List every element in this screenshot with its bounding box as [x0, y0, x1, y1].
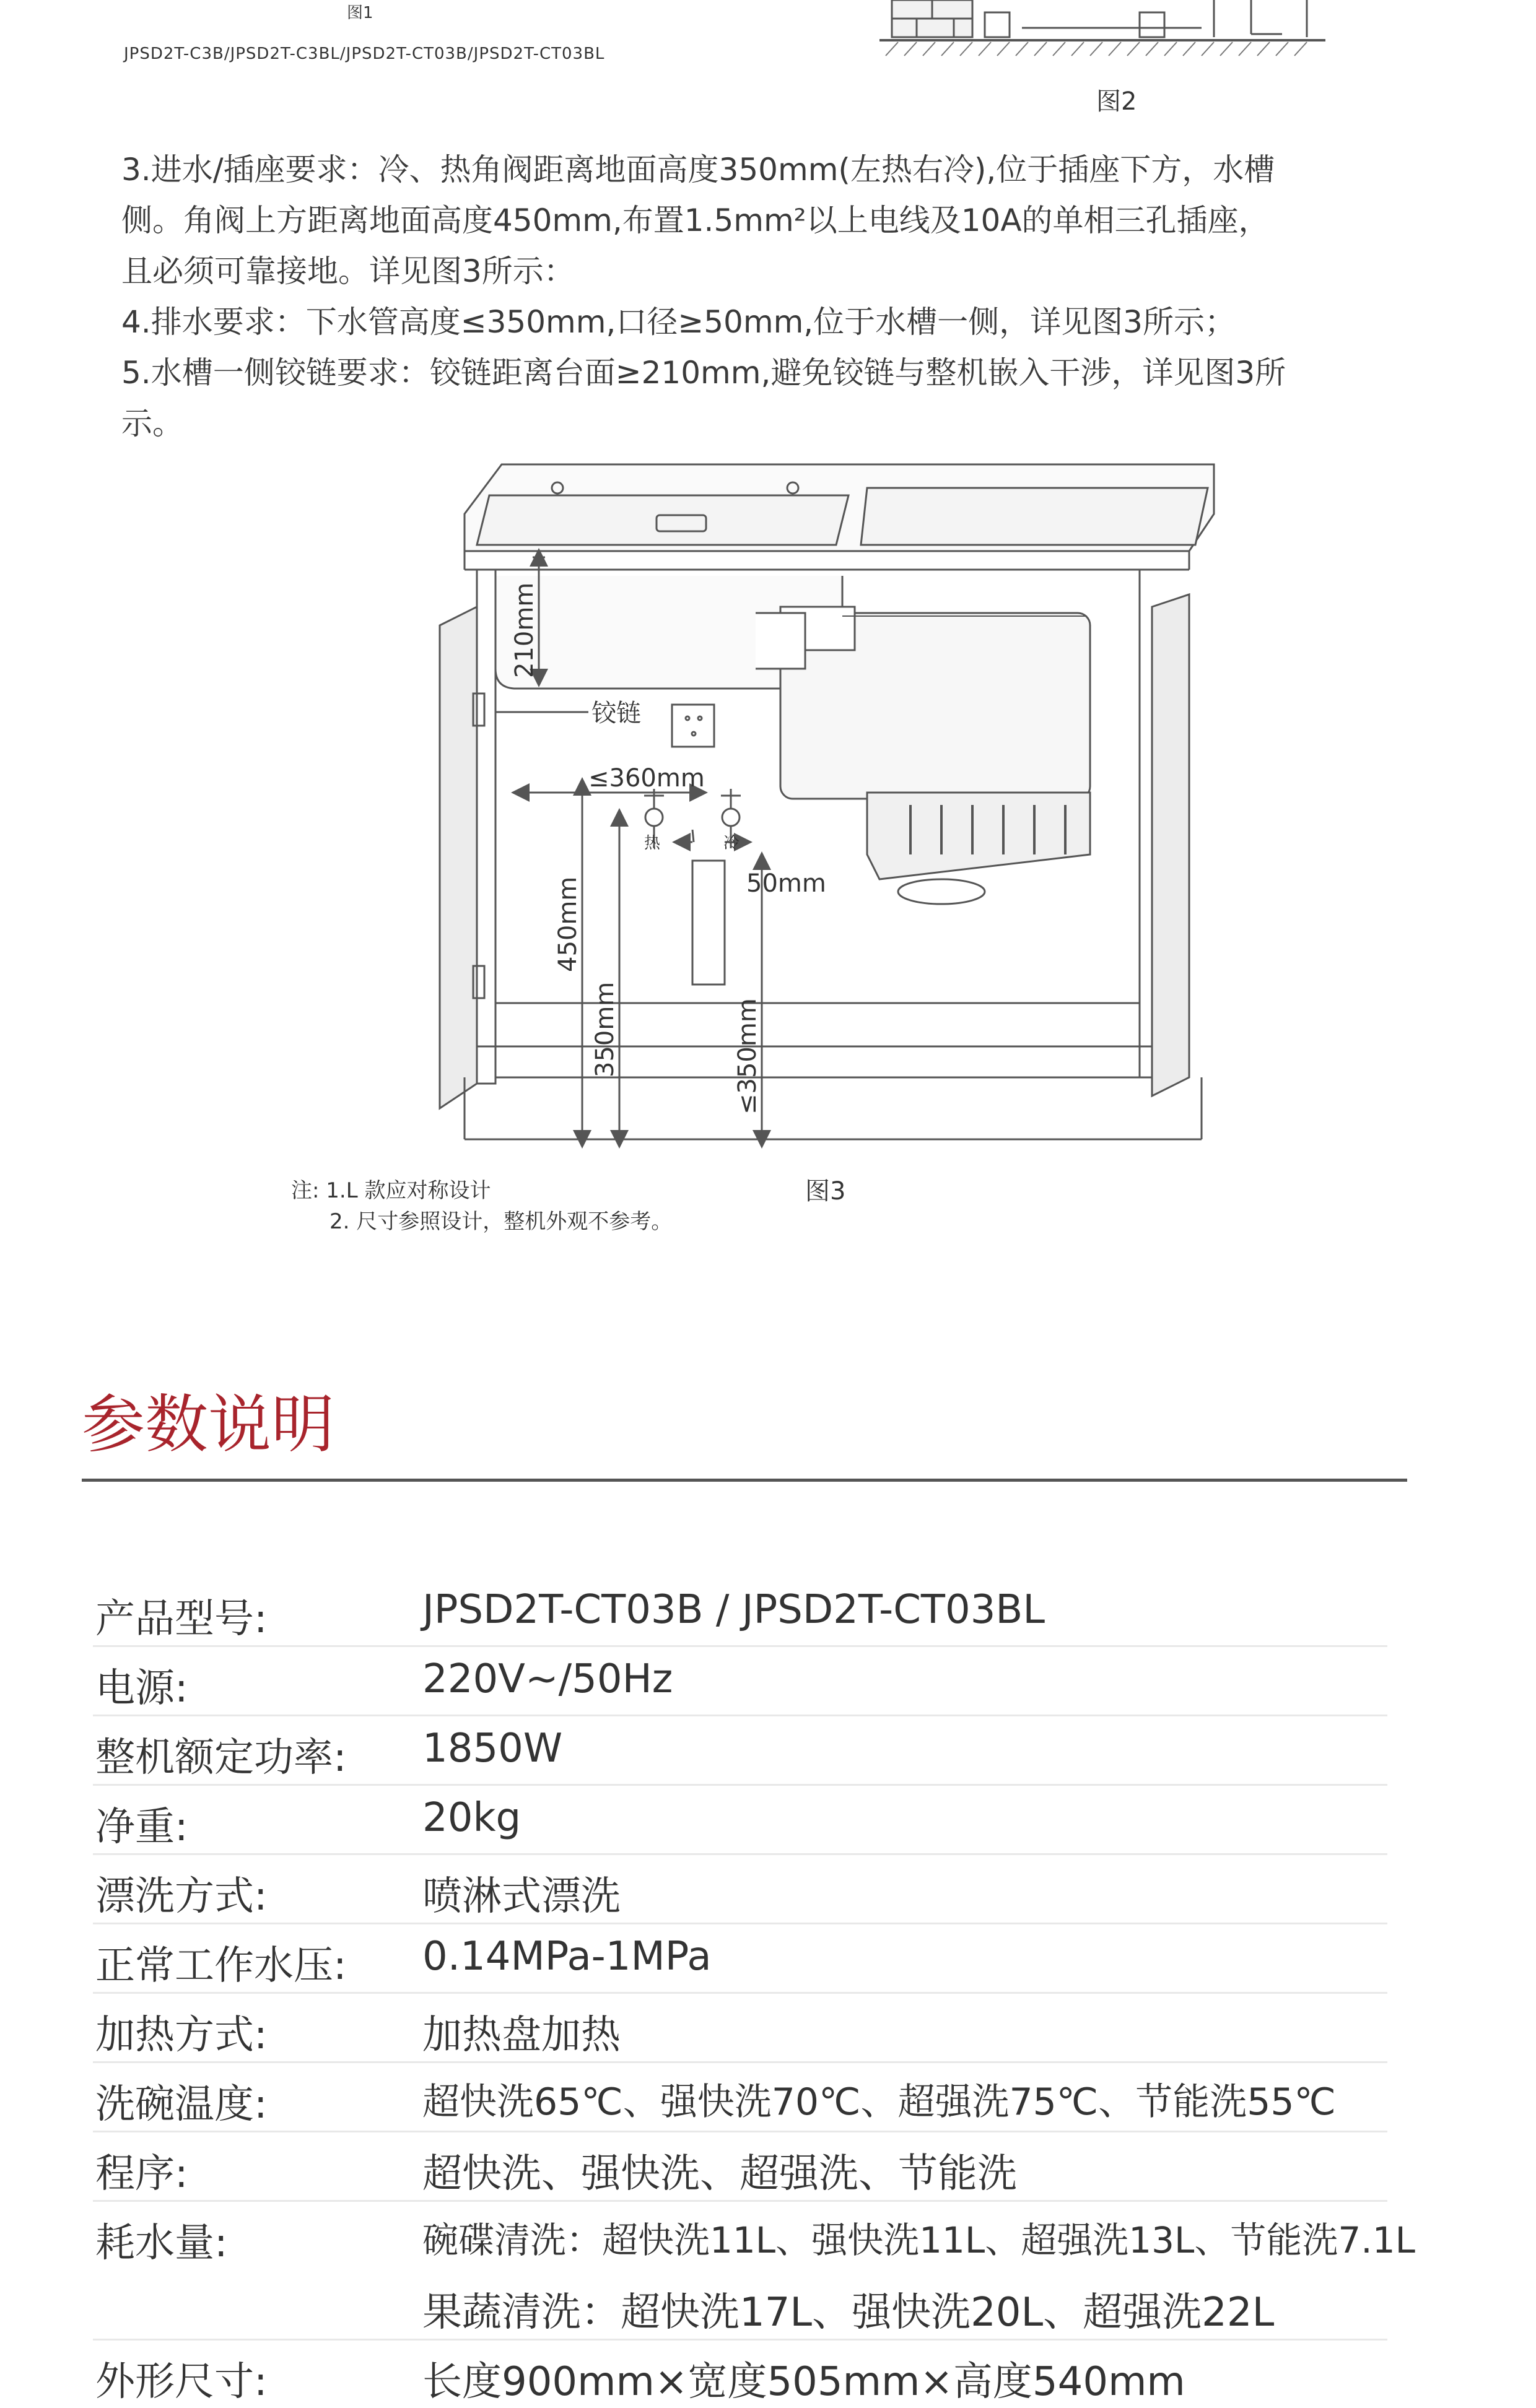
spec-label: 外形尺寸: — [95, 2359, 268, 2405]
spec-value: 果蔬清洗：超快洗17L、强快洗20L、超强洗22L — [422, 2290, 1275, 2336]
dim-450-label: 450mm — [554, 876, 582, 972]
dim-210-label: 210mm — [510, 582, 539, 678]
spec-row — [93, 1992, 1387, 2063]
fig2-drawing — [879, 0, 1400, 68]
dim-350-label: 350mm — [591, 981, 619, 1077]
spec-row — [93, 2131, 1387, 2202]
spec-label: 洗碗温度: — [95, 2082, 268, 2128]
spec-label: 净重: — [95, 1804, 188, 1850]
spec-value: 碗碟清洗：超快洗11L、强快洗11L、超强洗13L、节能洗7.1L — [422, 2219, 1415, 2261]
spec-value: 20kg — [422, 1795, 521, 1841]
dim-50-label: 50mm — [746, 869, 826, 898]
dim-le350-label: ≤350mm — [733, 998, 762, 1115]
spec-row — [93, 2061, 1387, 2132]
hot-label: 热 — [644, 834, 661, 853]
spec-row — [93, 2269, 1387, 2341]
cold-label: 冷 — [723, 834, 740, 853]
requirements-block — [121, 144, 1286, 449]
requirement-line: 示。 — [121, 406, 183, 441]
spec-row — [93, 1853, 1387, 1924]
spec-value: 加热盘加热 — [422, 2012, 621, 2058]
spec-label: 电源: — [95, 1666, 188, 1711]
spec-value: 长度900mm×宽度505mm×高度540mm — [422, 2359, 1185, 2405]
spec-label: 程序: — [95, 2151, 188, 2197]
fig3-caption: 图3 — [805, 1177, 846, 1206]
spec-value: 超快洗、强快洗、超强洗、节能洗 — [422, 2151, 1017, 2197]
spec-value: 1850W — [422, 1726, 563, 1771]
fig3-note-1: 注: 1.L 款应对称设计 — [291, 1178, 491, 1203]
spec-value: 0.14MPa-1MPa — [422, 1934, 712, 1980]
spec-label: 加热方式: — [95, 2012, 268, 2058]
spec-row — [93, 1784, 1387, 1855]
spec-value: JPSD2T-CT03B / JPSD2T-CT03BL — [422, 1587, 1045, 1633]
section-divider — [82, 1479, 1407, 1482]
fig2-caption: 图2 — [1096, 87, 1137, 116]
fig1-models: JPSD2T-C3B/JPSD2T-C3BL/JPSD2T-CT03B/JPSD2T-CT03BL — [124, 45, 605, 63]
fig1-caption: 图1 — [347, 4, 373, 22]
hinge-label: 铰链 — [591, 699, 641, 728]
requirement-line: 3.进水/插座要求：冷、热角阀距离地面高度350mm(左热右冷),位于插座下方，水槽 — [121, 152, 1275, 188]
spec-label: 产品型号: — [95, 1596, 268, 1642]
requirement-line: 侧。角阀上方距离地面高度450mm,布置1.5mm²以上电线及10A的单相三孔插座， — [121, 202, 1270, 238]
spec-label: 漂洗方式: — [95, 1874, 268, 1919]
section-title: 参数说明 — [82, 1388, 334, 1462]
spec-value: 喷淋式漂洗 — [422, 1874, 621, 1919]
requirement-line: 5.水槽一侧铰链要求：铰链距离台面≥210mm,避免铰链与整机嵌入干涉，详见图3所 — [121, 355, 1286, 391]
spec-label: 正常工作水压: — [95, 1943, 347, 1989]
spec-row — [93, 2200, 1415, 2269]
requirement-line: 4.排水要求：下水管高度≤350mm,口径≥50mm,位于水槽一侧，详见图3所示； — [121, 304, 1236, 340]
spec-value: 超快洗65℃、强快洗70℃、超强洗75℃、节能洗55℃ — [422, 2080, 1336, 2124]
spec-row — [93, 1923, 1387, 1994]
spec-label: 整机额定功率: — [95, 1735, 347, 1781]
fig3-cabinet-diagram — [434, 458, 1226, 1158]
requirement-line: 且必须可靠接地。详见图3所示： — [121, 253, 575, 289]
spec-label: 耗水量: — [95, 2220, 228, 2266]
spec-row — [93, 1576, 1387, 1647]
spec-row — [93, 1715, 1387, 1786]
spec-value: 220V~/50Hz — [422, 1656, 673, 1702]
spec-row — [93, 2339, 1387, 2408]
spec-row — [93, 1645, 1387, 1716]
fig3-note-2: 2. 尺寸参照设计，整机外观不参考。 — [329, 1209, 673, 1234]
dim-360-label: ≤360mm — [588, 764, 705, 793]
